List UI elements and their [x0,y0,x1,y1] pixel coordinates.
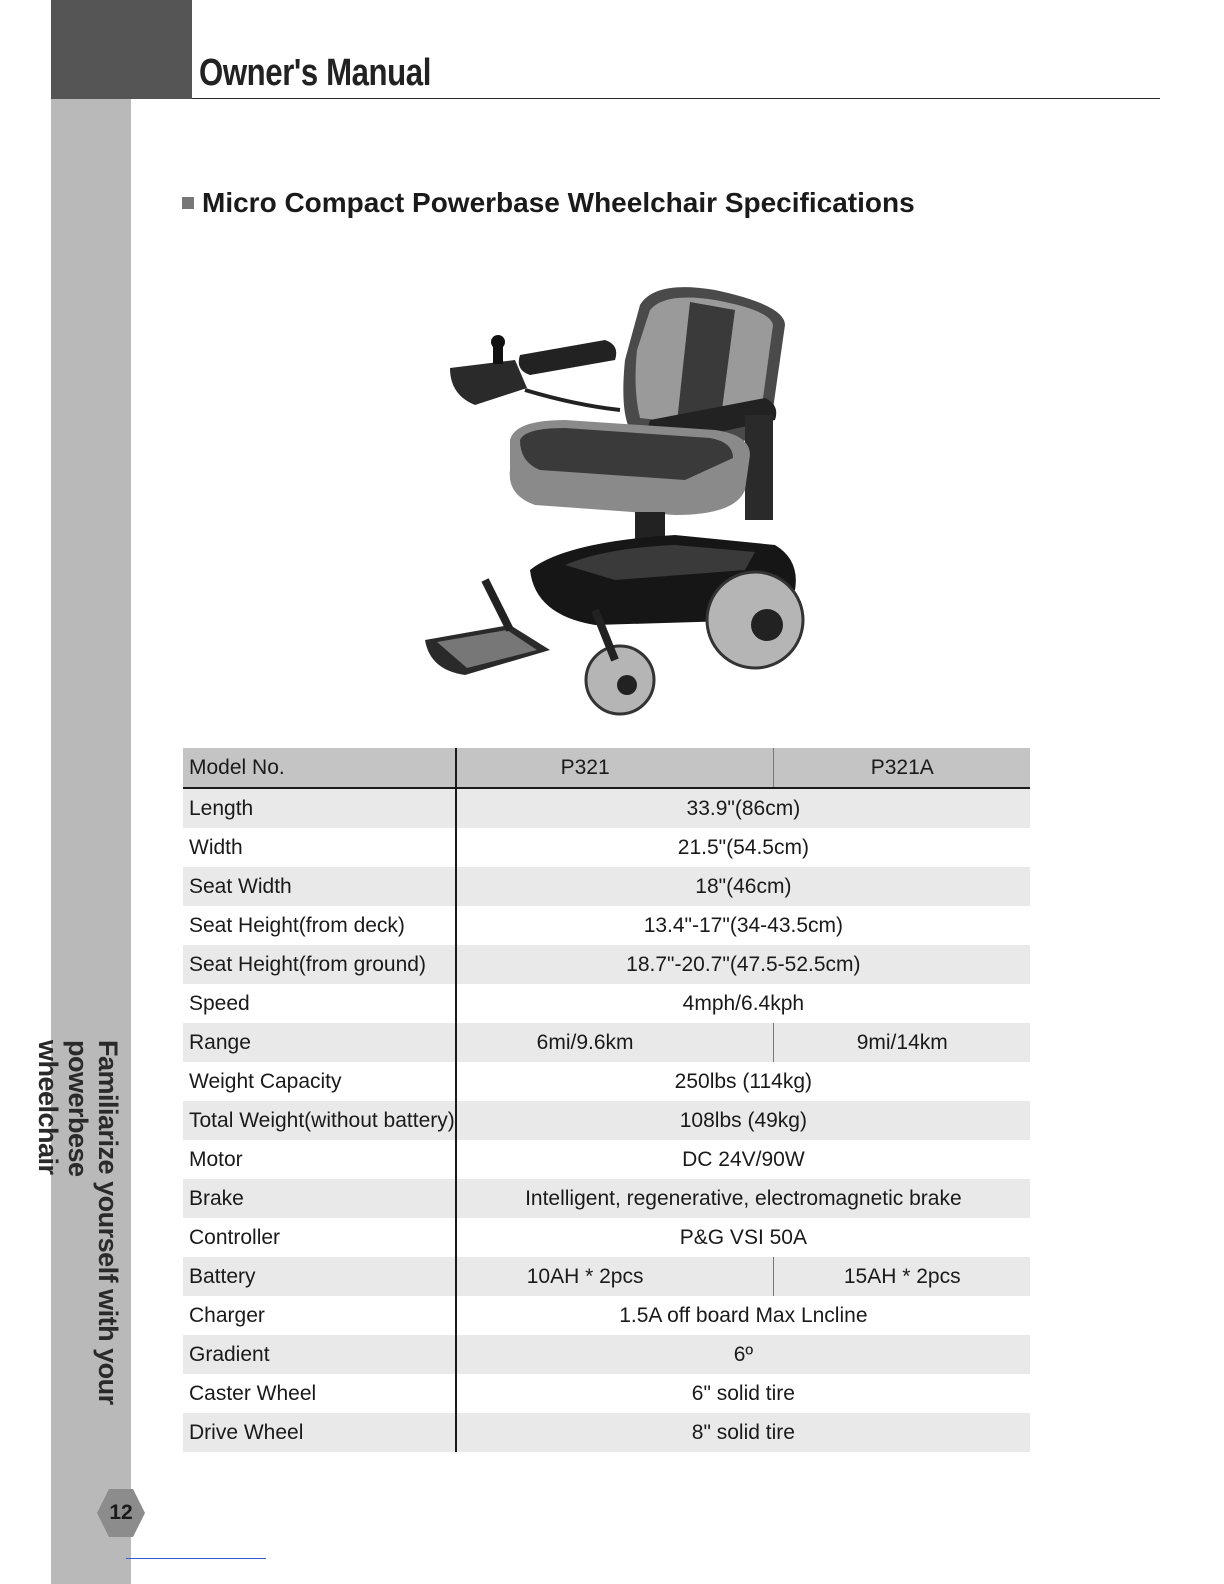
table-label-cell: Range [183,1023,456,1062]
table-label-cell: Brake [183,1179,456,1218]
table-label-cell: Gradient [183,1335,456,1374]
table-value-cell: 108lbs (49kg) [456,1101,1030,1140]
table-label-cell: Seat Width [183,867,456,906]
table-row [183,867,1030,906]
specifications-table [183,748,1030,1452]
header-rule [192,98,1160,99]
table-value-cell: 21.5"(54.5cm) [677,835,809,859]
table-label-cell: Speed [183,984,456,1023]
table-row [183,1062,1030,1101]
table-row [183,1413,1030,1452]
table-label-cell: Motor [183,1140,456,1179]
table-row [183,906,1030,945]
table-label-cell: Controller [183,1218,456,1257]
page-number: 12 [109,1501,133,1524]
table-label-cell: Charger [183,1296,456,1335]
table-row [183,1257,1030,1296]
table-header-cell: P321A [774,748,1030,788]
table-row [183,788,1030,828]
side-tab-label [33,1040,123,1490]
table-row [183,1218,1030,1257]
table-row [183,1335,1030,1374]
table-header-row [183,748,1030,788]
table-row [183,1140,1030,1179]
square-bullet-icon [182,197,194,209]
table-row [183,1296,1030,1335]
section-title [182,187,915,219]
table-row [183,1023,1030,1062]
table-label-cell: Width [183,828,456,867]
table-row [183,1101,1030,1140]
table-value-cell: Intelligent, regenerative, electromagnetic brake [456,1179,1030,1218]
table-value-cell: 9mi/14km [774,1023,1030,1062]
table-value-cell: DC 24V/90W [682,1147,805,1171]
side-tab-line-2: wheelchair [33,1040,63,1175]
section-title-text: Micro Compact Powerbase Wheelchair Specifications [202,187,915,218]
table-label-cell: Drive Wheel [183,1413,456,1452]
table-label-cell: Battery [183,1257,456,1296]
bottom-link-line [126,1558,266,1559]
table-row [183,828,1030,867]
table-value-cell: 6º [456,1335,1030,1374]
table-header-cell: P321 [456,748,774,788]
table-value-cell: 13.4"-17"(34-43.5cm) [643,913,844,937]
table-row [183,945,1030,984]
side-tab-line-1: Familiarize yourself with your powerbese [63,1040,123,1405]
table-value-cell: 10AH * 2pcs [456,1257,774,1296]
table-label-cell: Weight Capacity [183,1062,456,1101]
table-label-cell: Seat Height(from ground) [183,945,456,984]
table-value-cell: 6mi/9.6km [456,1023,774,1062]
table-value-cell: 6" solid tire [691,1381,795,1405]
table-row [183,984,1030,1023]
table-value-cell: P&G VSI 50A [679,1225,807,1249]
table-value-cell: 15AH * 2pcs [774,1257,1030,1296]
table-value-cell: 18"(46cm) [456,867,1030,906]
table-value-cell: 33.9"(86cm) [456,788,1030,828]
table-row [183,1179,1030,1218]
table-value-cell: 4mph/6.4kph [682,991,805,1015]
table-value-cell: 18.7"-20.7"(47.5-52.5cm) [456,945,1030,984]
table-value-cell: 1.5A off board Max Lncline [619,1303,868,1327]
table-label-cell: Seat Height(from deck) [183,906,456,945]
header-block [51,0,192,99]
table-label-cell: Model No. [183,748,456,788]
table-label-cell: Caster Wheel [183,1374,456,1413]
table-value-cell: 250lbs (114kg) [674,1069,813,1093]
table-row [183,1374,1030,1413]
wheelchair-image [415,280,815,725]
manual-title: Owner's Manual [199,52,431,94]
table-label-cell: Total Weight(without battery) [183,1101,456,1140]
table-label-cell: Length [183,788,456,828]
table-value-cell: 8" solid tire [456,1413,1030,1452]
